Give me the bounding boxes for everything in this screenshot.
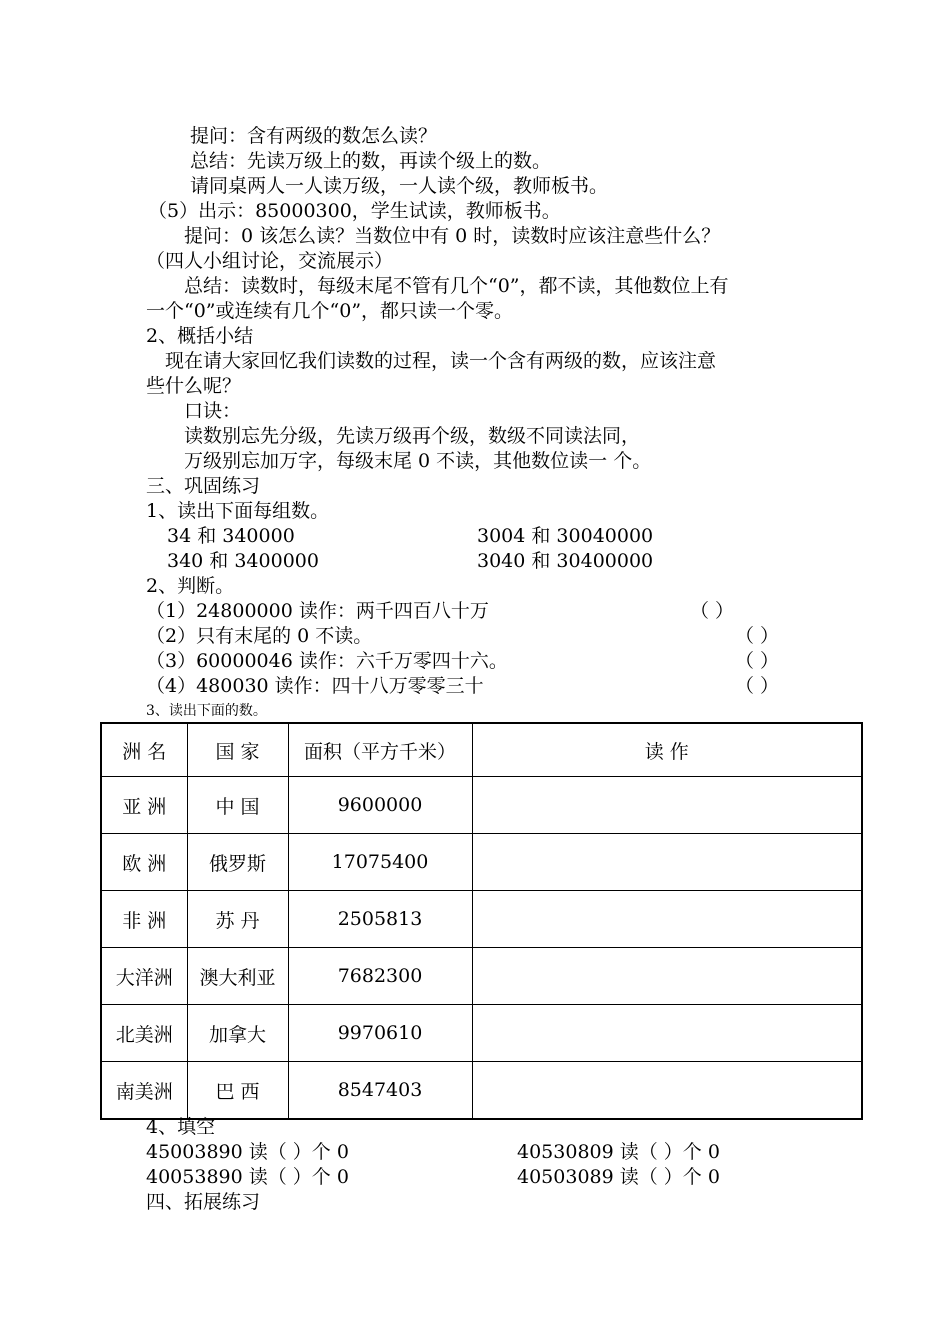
exercise-heading: 2、判断。 xyxy=(146,575,235,597)
text-line: （5）出示：85000300，学生试读，教师板书。 xyxy=(148,200,561,222)
number-pair: 3040 和 30400000 xyxy=(477,550,654,572)
table-row xyxy=(101,1062,862,1120)
cell-reading[interactable] xyxy=(472,891,862,948)
cell-area: 2505813 xyxy=(288,891,472,948)
text-line: 提问：0 该怎么读？当数位中有 0 时，读数时应该注意些什么？ xyxy=(184,225,721,247)
fill-item: 40530809 读（ ）个 0 xyxy=(517,1141,720,1163)
section-heading: 四、拓展练习 xyxy=(146,1191,261,1213)
header-continent: 洲 名 xyxy=(101,723,187,777)
cell-continent: 南美洲 xyxy=(101,1062,187,1120)
cell-reading[interactable] xyxy=(472,777,862,834)
answer-blank: （ ） xyxy=(690,600,735,622)
text-line: 现在请大家回忆我们读数的过程，读一个含有两级的数，应该注意 xyxy=(165,350,717,372)
table-row xyxy=(101,948,862,1005)
header-reading: 读 作 xyxy=(472,723,862,777)
exercise-heading: 1、读出下面每组数。 xyxy=(146,500,330,522)
number-pair: 340 和 3400000 xyxy=(167,550,319,572)
cell-area: 17075400 xyxy=(288,834,472,891)
cell-country: 中 国 xyxy=(187,777,288,834)
text-line: 些什么呢？ xyxy=(146,375,242,397)
judge-item: （2）只有末尾的 0 不读。 xyxy=(146,625,373,647)
table-row xyxy=(101,891,862,948)
cell-country: 巴 西 xyxy=(187,1062,288,1120)
text-line: 一个“0”或连续有几个“0”，都只读一个零。 xyxy=(146,300,514,322)
table-header-row xyxy=(101,723,862,777)
number-pair: 34 和 340000 xyxy=(167,525,295,547)
cell-area: 9970610 xyxy=(288,1005,472,1062)
text-line: 口诀： xyxy=(184,400,242,422)
cell-continent: 非 洲 xyxy=(101,891,187,948)
cell-country: 苏 丹 xyxy=(187,891,288,948)
cell-area: 9600000 xyxy=(288,777,472,834)
table-row xyxy=(101,777,862,834)
exercise-heading: 4、填空 xyxy=(146,1116,216,1138)
cell-reading[interactable] xyxy=(472,834,862,891)
text-line: （四人小组讨论，交流展示） xyxy=(146,250,394,272)
cell-area: 8547403 xyxy=(288,1062,472,1120)
cell-area: 7682300 xyxy=(288,948,472,1005)
section-heading: 三、巩固练习 xyxy=(146,475,261,497)
answer-blank: （ ） xyxy=(735,650,780,672)
text-line: 万级别忘加万字，每级末尾 0 不读，其他数位读一 个。 xyxy=(184,450,652,472)
number-pair: 3004 和 30040000 xyxy=(477,525,654,547)
section-heading: 2、概括小结 xyxy=(146,325,254,347)
text-line: 总结：先读万级上的数，再读个级上的数。 xyxy=(190,150,552,172)
continent-area-table xyxy=(100,722,863,1120)
text-line: 读数别忘先分级，先读万级再个级，数级不同读法同， xyxy=(184,425,641,447)
header-area: 面积（平方千米） xyxy=(288,723,472,777)
text-line: 提问：含有两级的数怎么读？ xyxy=(190,125,438,147)
answer-blank: （ ） xyxy=(735,675,780,697)
cell-continent: 北美洲 xyxy=(101,1005,187,1062)
fill-item: 45003890 读（ ）个 0 xyxy=(146,1141,349,1163)
answer-blank: （ ） xyxy=(735,625,780,647)
cell-reading[interactable] xyxy=(472,948,862,1005)
judge-item: （1）24800000 读作：两千四百八十万 xyxy=(146,600,489,622)
cell-continent: 亚 洲 xyxy=(101,777,187,834)
fill-item: 40053890 读（ ）个 0 xyxy=(146,1166,349,1188)
exercise-heading: 3、读出下面的数。 xyxy=(146,703,267,719)
cell-country: 澳大利亚 xyxy=(187,948,288,1005)
cell-continent: 大洋洲 xyxy=(101,948,187,1005)
cell-reading[interactable] xyxy=(472,1062,862,1120)
cell-reading[interactable] xyxy=(472,1005,862,1062)
cell-continent: 欧 洲 xyxy=(101,834,187,891)
text-line: 请同桌两人一人读万级，一人读个级，教师板书。 xyxy=(190,175,609,197)
text-line: 总结：读数时，每级末尾不管有几个“0”，都不读，其他数位上有 xyxy=(184,275,729,297)
table-row xyxy=(101,834,862,891)
judge-item: （3）60000046 读作：六千万零四十六。 xyxy=(146,650,508,672)
table-row xyxy=(101,1005,862,1062)
header-country: 国 家 xyxy=(187,723,288,777)
judge-item: （4）480030 读作：四十八万零零三十 xyxy=(146,675,484,697)
fill-item: 40503089 读（ ）个 0 xyxy=(517,1166,720,1188)
cell-country: 加拿大 xyxy=(187,1005,288,1062)
cell-country: 俄罗斯 xyxy=(187,834,288,891)
